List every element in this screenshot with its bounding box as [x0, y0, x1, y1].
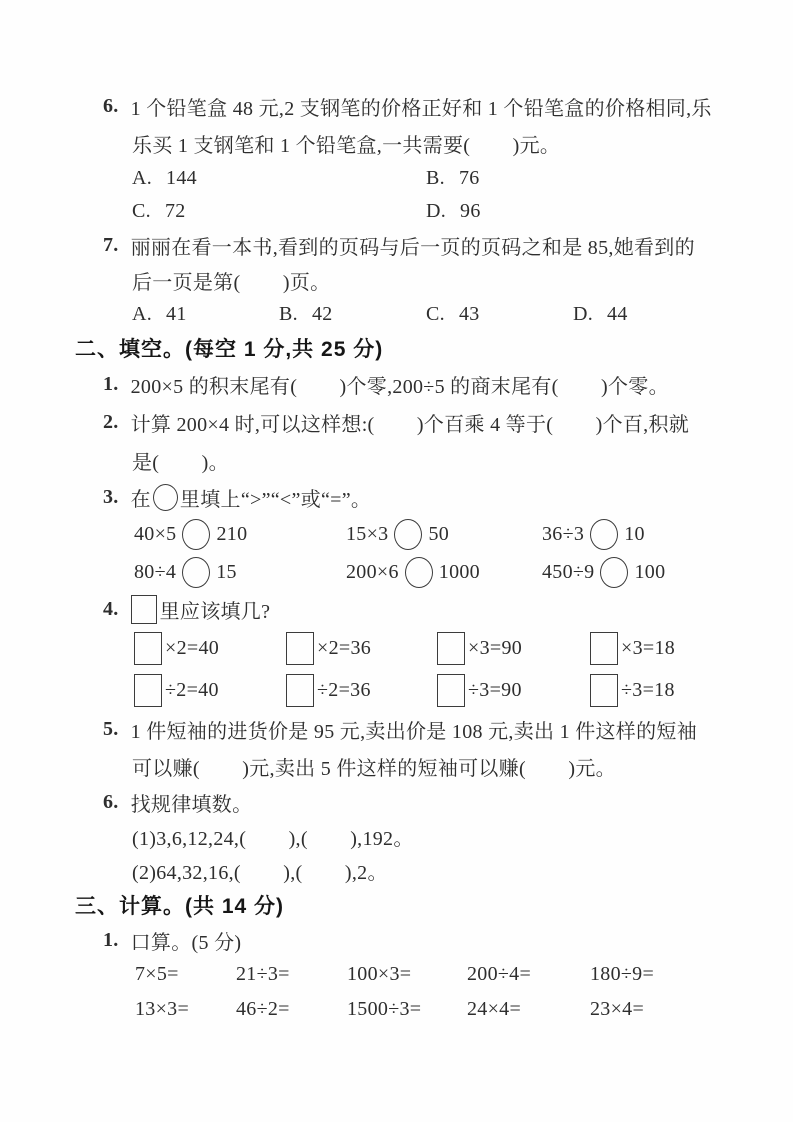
compare-item [346, 557, 542, 588]
compare-right: 1000 [438, 560, 480, 583]
blank-box-icon [286, 674, 314, 707]
box-equation [286, 674, 437, 707]
option-value: 144 [166, 167, 197, 189]
fill-question-6-sub-1 [75, 819, 753, 853]
blank-box-icon [437, 674, 465, 707]
blank-box-icon [590, 632, 618, 665]
compare-item [134, 557, 346, 588]
question-6-option-b [426, 167, 720, 190]
fill-question-5-text-continued: 可以赚( )元,卖出 5 件这样的短袖可以赚( )元。 [132, 758, 616, 780]
fill-question-4-row-2 [134, 669, 753, 711]
question-7-option-b [279, 303, 426, 326]
fill-question-6-header [75, 785, 753, 819]
box-equation [134, 632, 286, 665]
question-7-option-d [573, 303, 720, 326]
blank-box-icon [131, 595, 157, 624]
fill-question-5-line-1 [75, 711, 753, 748]
equation-text: ÷3=90 [468, 678, 522, 701]
fill-question-3-row-2 [134, 553, 753, 591]
fill-question-5-number: 5. [103, 718, 119, 740]
equation-text: ×2=36 [317, 636, 372, 659]
compare-left: 36÷3 [542, 522, 585, 545]
question-7-option-c [426, 303, 573, 326]
question-6-option-d [426, 200, 720, 223]
fill-question-1-text: 200×5 的积末尾有( )个零,200÷5 的商末尾有( )个零。 [130, 375, 669, 398]
question-7-options-row [75, 298, 753, 331]
compare-circle-icon [600, 557, 628, 588]
option-value: 76 [458, 167, 480, 189]
calc-item: 200÷4= [467, 963, 532, 985]
section-fill-title: 二、填空。(每空 1 分,共 25 分) [75, 338, 384, 361]
question-7-text: 丽丽在看一本书,看到的页码与后一页的页码之和是 85,她看到的 [130, 237, 695, 259]
option-label: B. [426, 167, 445, 189]
option-label: B. [279, 303, 298, 325]
question-6-number: 6. [103, 95, 119, 117]
box-equation [437, 632, 590, 665]
compare-right: 100 [634, 560, 666, 583]
question-6-options-row-2 [75, 195, 753, 228]
compare-item [346, 519, 542, 550]
question-6-options-row-1 [75, 162, 753, 195]
equation-text: ÷2=36 [317, 678, 371, 701]
fill-question-1 [75, 365, 753, 403]
calc-question-1-text: 口算。(5 分) [130, 931, 242, 954]
compare-circle-icon [394, 519, 422, 550]
compare-left: 200×6 [346, 560, 399, 583]
equation-text: ÷2=40 [165, 678, 219, 701]
compare-right: 210 [216, 522, 248, 545]
question-7-line-1 [75, 228, 753, 263]
fill-question-3-header [75, 479, 753, 515]
option-value: 42 [311, 303, 333, 325]
question-6-line-2 [75, 125, 753, 162]
compare-right: 50 [428, 522, 450, 545]
calc-item: 24×4= [467, 998, 522, 1020]
compare-circle-icon [405, 557, 433, 588]
calc-item: 180÷9= [590, 963, 655, 985]
question-6-option-a [132, 167, 426, 190]
compare-item [542, 557, 753, 588]
calc-question-1-number: 1. [103, 928, 119, 951]
calc-item: 7×5= [135, 963, 179, 985]
compare-item [542, 519, 753, 550]
equation-text: ×3=18 [621, 636, 676, 659]
fill-question-5-text: 1 件短袖的进货价是 95 元,卖出价是 108 元,卖出 1 件这样的短袖 [130, 721, 698, 743]
compare-circle-icon [153, 484, 178, 511]
option-value: 43 [458, 303, 480, 325]
fill-question-3-row-1 [134, 515, 753, 553]
fill-question-4-text: 里应该填几? [159, 600, 271, 623]
calc-item: 21÷3= [236, 963, 290, 985]
blank-box-icon [286, 632, 314, 665]
question-7-text-continued: 后一页是第( )页。 [132, 272, 331, 294]
question-6-line-1 [75, 88, 753, 125]
fill-question-6-sub-2 [75, 853, 753, 887]
calc-item: 46÷2= [236, 998, 290, 1020]
question-7-line-2 [75, 263, 753, 298]
calc-item: 23×4= [590, 998, 645, 1020]
box-equation [590, 674, 753, 707]
section-calc-title: 三、计算。(共 14 分) [75, 895, 285, 918]
option-value: 96 [460, 200, 481, 222]
section-calc-header-row [75, 887, 753, 923]
question-6-option-c [132, 200, 426, 223]
fill-question-4-row-1 [134, 627, 753, 669]
oral-calc-row-2 [135, 992, 753, 1027]
oral-calc-row-1 [135, 957, 753, 992]
blank-box-icon [437, 632, 465, 665]
compare-circle-icon [590, 519, 618, 550]
calc-item: 100×3= [347, 963, 412, 985]
compare-right: 15 [216, 560, 237, 583]
equation-text: ÷3=18 [621, 678, 675, 701]
option-label: D. [573, 303, 594, 325]
equation-text: ×3=90 [468, 636, 523, 659]
option-value: 72 [164, 200, 186, 222]
question-6-text-continued: 乐买 1 支钢笔和 1 个铅笔盒,一共需要( )元。 [132, 135, 561, 157]
fill-question-6-number: 6. [103, 790, 119, 813]
fill-question-4-header [75, 591, 753, 627]
question-7-option-a [132, 303, 279, 326]
compare-right: 10 [624, 522, 645, 545]
fill-question-2-text: 计算 200×4 时,可以这样想:( )个百乘 4 等于( )个百,积就 [130, 413, 690, 436]
compare-left: 15×3 [346, 522, 389, 545]
calc-item: 13×3= [135, 998, 190, 1020]
fill-question-2-text-continued: 是( )。 [132, 451, 229, 474]
box-equation [437, 674, 590, 707]
compare-circle-icon [182, 557, 210, 588]
fill-question-4-number: 4. [103, 597, 119, 620]
fill-question-2-line-1 [75, 403, 753, 441]
blank-box-icon [134, 674, 162, 707]
box-equation [286, 632, 437, 665]
fill-question-2-number: 2. [103, 410, 119, 433]
fill-question-6-text: 找规律填数。 [130, 793, 253, 816]
option-label: C. [426, 303, 445, 325]
compare-left: 40×5 [134, 522, 177, 545]
blank-box-icon [590, 674, 618, 707]
compare-left: 80÷4 [134, 560, 177, 583]
fill-question-1-number: 1. [103, 372, 119, 395]
equation-text: ×2=40 [165, 636, 220, 659]
option-label: A. [132, 303, 153, 325]
option-label: A. [132, 167, 153, 189]
fill-question-5-line-2 [75, 748, 753, 785]
fill-question-3-number: 3. [103, 485, 119, 508]
option-label: D. [426, 200, 447, 222]
number-sequence: (2)64,32,16,( ),( ),2。 [132, 861, 388, 884]
section-fill-header-row [75, 331, 753, 365]
box-equation [134, 674, 286, 707]
compare-left: 450÷9 [542, 560, 595, 583]
option-label: C. [132, 200, 151, 222]
blank-box-icon [134, 632, 162, 665]
box-equation [590, 632, 753, 665]
question-6-text: 1 个铅笔盒 48 元,2 支钢笔的价格正好和 1 个铅笔盒的价格相同,乐 [130, 98, 712, 120]
option-value: 41 [166, 303, 187, 325]
question-7-number: 7. [103, 234, 119, 256]
fill-question-2-line-2 [75, 441, 753, 479]
option-value: 44 [607, 303, 628, 325]
calc-question-1-header [75, 923, 753, 957]
calc-item: 1500÷3= [347, 998, 422, 1020]
number-sequence: (1)3,6,12,24,( ),( ),192。 [132, 827, 414, 850]
compare-item [134, 519, 346, 550]
fill-question-3-text-suffix: 里填上“>”“<”或“=”。 [179, 488, 372, 511]
compare-circle-icon [182, 519, 210, 550]
fill-question-3-text-prefix: 在 [130, 488, 151, 511]
